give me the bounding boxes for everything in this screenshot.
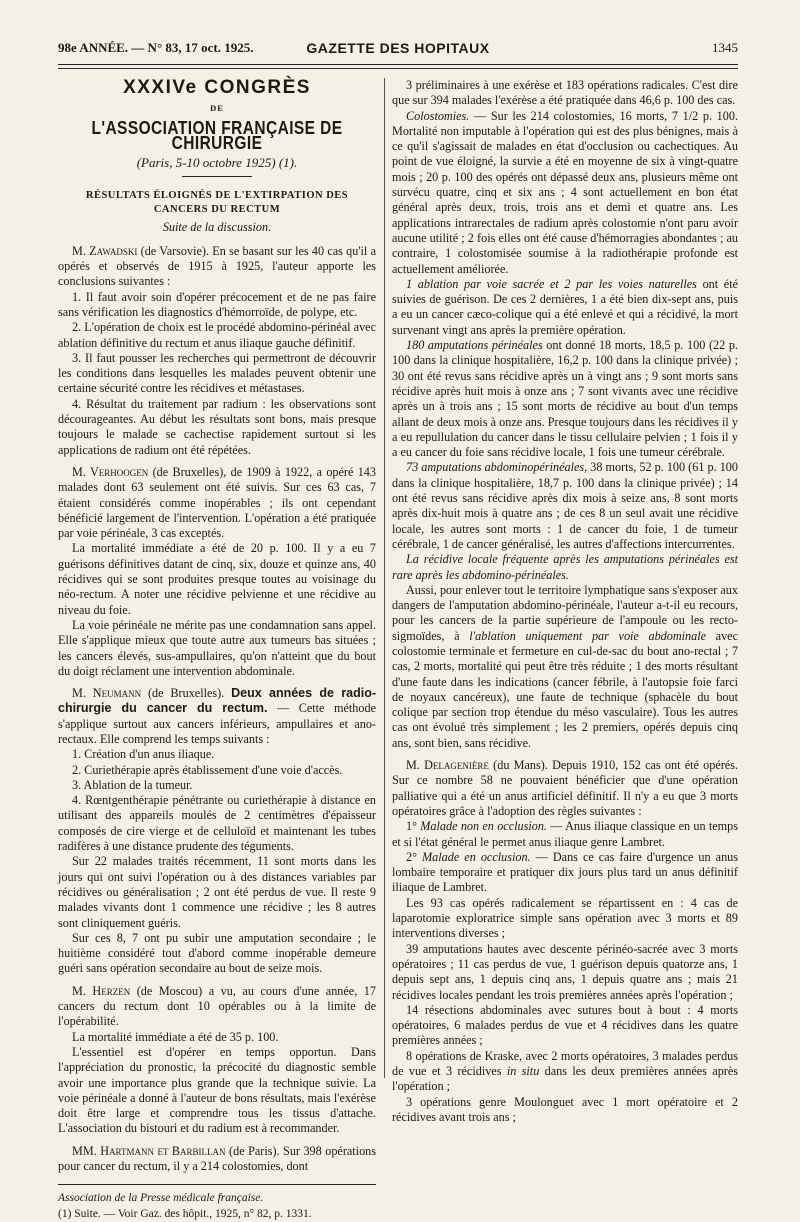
paragraph: M. Zawadski (de Varsovie). En se basant sur les 40 cas qu'il a opérés et observés de 1915 à 1925, l'auteur apporte les conclusions suivantes : — [58, 243, 376, 289]
page-header — [58, 40, 738, 62]
paragraph: Colostomies. — Sur les 214 colostomies, 16 morts, 7 1/2 p. 100. Mortalité non imputable à l'opération qui est des plus bénignes, mais à ce qu'il s'agissait de malades en état d'occlusion ou cachectiques. Au point de vue éloigné, la survie a été en moyenne de six à vingt-quatre mois ; 20 p. 100 des opérés ont dépassé deux ans, plusieurs même ont survécu quatre, cinq et six ans ; 4 sont actuellement en bon état général après deux, trois, trois ans et demi et quatre ans. Les applications intrarectales de radium après colostomie n'ont paru avoir aucune utilité ; 2 fois elles ont été cause d'hémorragies abondantes ; au contraire, 1 colostomisée soumise à la radiothérapie profonde est actuellement améliorée. — [392, 108, 738, 276]
paragraph: Les 93 cas opérés radicalement se répartissent en : 4 cas de laparotomie exploratrice simple sans opération avec 3 morts et 89 interventions diverses ; — [392, 895, 738, 941]
author-name: MM. Hartmann et Barbillan — [72, 1143, 226, 1158]
paragraph: 4. Rœntgenthérapie pénétrante ou curiethérapie à distance en utilisant des appareils moulés de 2 centimètres d'épaisseur composés de cire vierge et de celluloïd et maintenant les tubes radifères à une distance prudente des téguments. — [58, 793, 376, 854]
paragraph: 3. Ablation de la tumeur. — [72, 777, 193, 792]
paragraph: M. Delagenière (du Mans). Depuis 1910, 152 cas ont été opérés. Sur ce nombre 58 ne pouvaient bénéficier que d'une opération palliative qui a été un anus artificiel définitif. Il n'y a eu que 3 morts opératoires grâce à l'adoption des règles suivantes : — [392, 758, 739, 818]
section-subheading: Suite de la discussion. — [162, 220, 272, 235]
author-name: M. Zawadski — [72, 243, 138, 258]
issue-info: 98e ANNÉE. — N° 83, 17 oct. 1925. — [58, 40, 254, 55]
paragraph: Sur ces 8, 7 ont pu subir une amputation secondaire ; le huitième considéré tout d'abord comme inopérable demeure guéri sans opération secondaire au bout de seize mois. — [58, 930, 376, 976]
paragraph: 1° Malade non en occlusion. — Anus iliaque classique en un temps et si l'état général le permet anus iliaque genre Lambret. — [392, 819, 738, 849]
paragraph: La mortalité immédiate a été de 35 p. 100. — [72, 1029, 279, 1044]
paragraph: 3. Il faut pousser les recherches qui permettront de découvrir les conditions dans lesquelles les malades peuvent obtenir une certaine sécurité contre les récidives et métastases. — [58, 350, 376, 396]
paragraph: 1 ablation par voie sacrée et 2 par les voies naturelles ont été suivies de guérison. De ces 2 dernières, 1 a été bien dix-sept ans, puis a eu un cancer cæco-colique qui a été enlevé et qui a récidivé, la mort survenant vingt ans après la première opération. — [392, 276, 738, 337]
footnote-reference: (1) Suite. — Voir Gaz. des hôpit., 1925, n° 82, p. 1331. — [58, 1207, 312, 1220]
congress-de: DE — [210, 103, 224, 114]
left-column — [58, 78, 376, 1222]
paragraph: 2. Curiethérapie après établissement d'une voie d'accès. — [72, 762, 343, 777]
paragraph: 3 opérations genre Moulonguet avec 1 mort opératoire et 2 récidives avant trois ans ; — [392, 1094, 738, 1124]
paragraph: 73 amputations abdominopérinéales, 38 morts, 52 p. 100 (61 p. 100 dans la clinique hospitalière, 18,7 p. 100 dans la clinique privée) ; 14 ont été revus sans récidive après dix mois à seize ans, 8 sont morts après dix-huit mois à quatre ans ; de ces 8 un seul avait une récidive locale, les autres sont morts : 1 de cancer du foie, 1 de tumeur cérébrale, 1 de cancer généralisé, les autres d'affections intercurrentes. — [392, 460, 738, 551]
paragraph: M. Neumann (de Bruxelles). Deux années de radio-chirurgie du cancer du rectum. — Cette méthode s'applique surtout aux cancers inférieurs, ampullaires et ano-rectaux. Elle comprend les temps suivants : — [58, 686, 376, 746]
paragraph: L'essentiel est d'opérer en temps opportun. Dans l'appréciation du pronostic, la précocité du diagnostic semble avoir une importance plus grande que la technique suivie. La voie périnéale a donné à l'auteur de bons résultats, mais l'exérèse doit être large et comprendre tous les tissus d'attache. L'association du bistouri et du radium est à recommander. — [58, 1044, 376, 1136]
paragraph: 39 amputations hautes avec descente périnéo-sacrée avec 3 morts opératoires ; 11 cas perdus de vue, 1 guérison depuis quatorze ans, 1 depuis sept ans, 1 depuis cinq ans, 1 depuis quatre ans ; mais 21 récidives locales pendant les trois premières années après l'opération ; — [392, 941, 738, 1002]
talk-title: Deux années de radio-chirurgie du cancer du rectum. — [58, 686, 376, 716]
journal-title: GAZETTE DES HOPITAUX — [306, 40, 490, 56]
header-rule-thin — [58, 68, 738, 69]
author-name: M. Herzen — [72, 983, 131, 998]
paragraph: Aussi, pour enlever tout le territoire lymphatique sans s'exposer aux dangers de l'amputation abdomino-périnéale, l'auteur a-t-il eu recours, pour les cancers de la partie supérieure de l'ampoule ou les recto-sigmoïdes, à l'ablation uniquement par voie abdominale avec colostomie terminale et fermeture en cul-de-sac du bout ano-rectal ; 7 cas, 2 morts, mortalité qui peut être très réduite ; 1 des morts résultant d'une faute dans les indications (cancer fébrile, à l'autopsie foie farci de noyaux cancéreux), une faute de technique (sphacèle du bout colique par section trop étendue du méso vasculaire). Tous les autres cas ont évolué très simplement ; les 2 premiers, opérés depuis cinq ans, sont bien, sans récidive. — [392, 582, 738, 750]
author-name: M. Verhoogen — [72, 464, 149, 479]
column-divider — [384, 78, 385, 1078]
paragraph: 2° Malade en occlusion. — Dans ce cas faire d'urgence un anus lombaire temporaire et pratiquer dix jours plus tard un anus définitif iliaque de Lambret. — [392, 849, 739, 895]
congress-place-date: (Paris, 5-10 octobre 1925) (1). — [136, 155, 298, 171]
title-rule — [182, 176, 252, 177]
section-heading: RÉSULTATS ÉLOIGNÉS DE L'EXTIRPATION DES CANCERS DU RECTUM — [85, 190, 349, 216]
footnote-association: Association de la Presse médicale française. — [58, 1192, 264, 1205]
page-number: 1345 — [712, 40, 738, 55]
paragraph: 180 amputations périnéales ont donné 18 morts, 18,5 p. 100 (22 p. 100 dans la clinique hospitalière, 16,2 p. 100 dans la clinique privée) ; 30 ont été revus sans récidive après un à vingt ans ; 9 sont morts sans récidive après huit mois à onze ans ; 7 sont vivants avec une récidive après un à trois ans ; 15 sont morts de récidive au bout d'un temps allant de deux mois à onze ans. Presque toujours dans les récidives il y a eu repullulation du cancer dans le tissu cellulaire pelvien ; 1 fois il y a eu cancer du foie sans récidive locale, 1 fois une tumeur cérébrale. — [392, 338, 738, 460]
paragraph: La voie périnéale ne mérite pas une condamnation sans appel. Elle s'applique mieux que toute autre aux tumeurs bas situées ; les cancers élevés, sus-ampullaires, qu'on n'atteint que du bout du doigt réclament une intervention abdominale. — [58, 617, 376, 678]
paragraph: M. Herzen (de Moscou) a vu, au cours d'une année, 17 cancers du rectum dont 10 opérables ou à la limite de l'opérabilité. — [58, 983, 376, 1029]
paragraph: La récidive locale fréquente après les amputations périnéales est rare après les abdomino-périnéales. — [392, 552, 738, 582]
header-rule — [58, 64, 738, 65]
paragraph: 2. L'opération de choix est le procédé abdomino-périnéal avec ablation définitive du rectum et anus iliaque gauche définitif. — [58, 320, 376, 350]
paragraph: La mortalité immédiate a été de 20 p. 100. Il y a eu 7 guérisons définitives datant de cinq, six, douze et quinze ans, 40 récidives qui se sont produites presque toutes au voisinage du néo-rectum. A noter une récidive pelvienne et une récidive au niveau du foie. — [58, 541, 376, 617]
right-column — [392, 78, 738, 1125]
association-title: L'ASSOCIATION FRANÇAISE DE CHIRURGIE — [91, 117, 343, 153]
paragraph: 1. Création d'un anus iliaque. — [72, 747, 215, 762]
paragraph: MM. Hartmann et Barbillan (de Paris). Sur 398 opérations pour cancer du rectum, il y a 214 colostomies, dont — [58, 1143, 376, 1173]
paragraph: M. Verhoogen (de Bruxelles), de 1909 à 1922, a opéré 143 malades dont 63 seulement ont été suivis. Sur ces 63 cas, 7 étaient considérés comme inopérables ; ils ont cependant bénéficié largement de l'intervention. L'opération a été pratiquée par voie périnéale, 3 cas exceptés. — [58, 464, 376, 541]
author-name: M. Delagenière — [406, 758, 489, 773]
author-name: M. Neumann — [72, 686, 142, 701]
paragraph: 4. Résultat du traitement par radium : les observations sont décourageantes. Au début les résultats sont bons, mais presque toujours le malade se cachectise rapidement surtout si les applications de radium ont été répétées. — [58, 396, 376, 457]
footnote-rule — [58, 1184, 376, 1185]
congress-title: XXXIVe CONGRÈS — [123, 77, 311, 98]
paragraph: 14 résections abdominales avec sutures bout à bout : 4 morts opératoires, 6 malades perdus de vue et 4 récidives dans les quatre premières années ; — [392, 1002, 738, 1048]
paragraph: Sur 22 malades traités récemment, 11 sont morts dans les jours qui ont suivi l'opération ou à des distances variables par récidives ou généralisation ; 2 ont été perdus de vue. Il reste 9 malades vivants dont 1 commence une récidive ; les 8 autres sont cliniquement guéris. — [58, 854, 376, 930]
paragraph: 3 préliminaires à une exérèse et 183 opérations radicales. C'est dire que sur 394 malades l'exérèse a été pratiquée dans 46,6 p. 100 des cas. — [392, 78, 738, 108]
paragraph: 8 opérations de Kraske, avec 2 morts opératoires, 3 malades perdus de vue et 3 récidives in situ dans les deux premières années après l'opération ; — [392, 1048, 738, 1094]
paragraph: 1. Il faut avoir soin d'opérer précocement et de ne pas faire sans vérification les diagnostics d'hémorroïde, de polype, etc. — [58, 289, 376, 319]
